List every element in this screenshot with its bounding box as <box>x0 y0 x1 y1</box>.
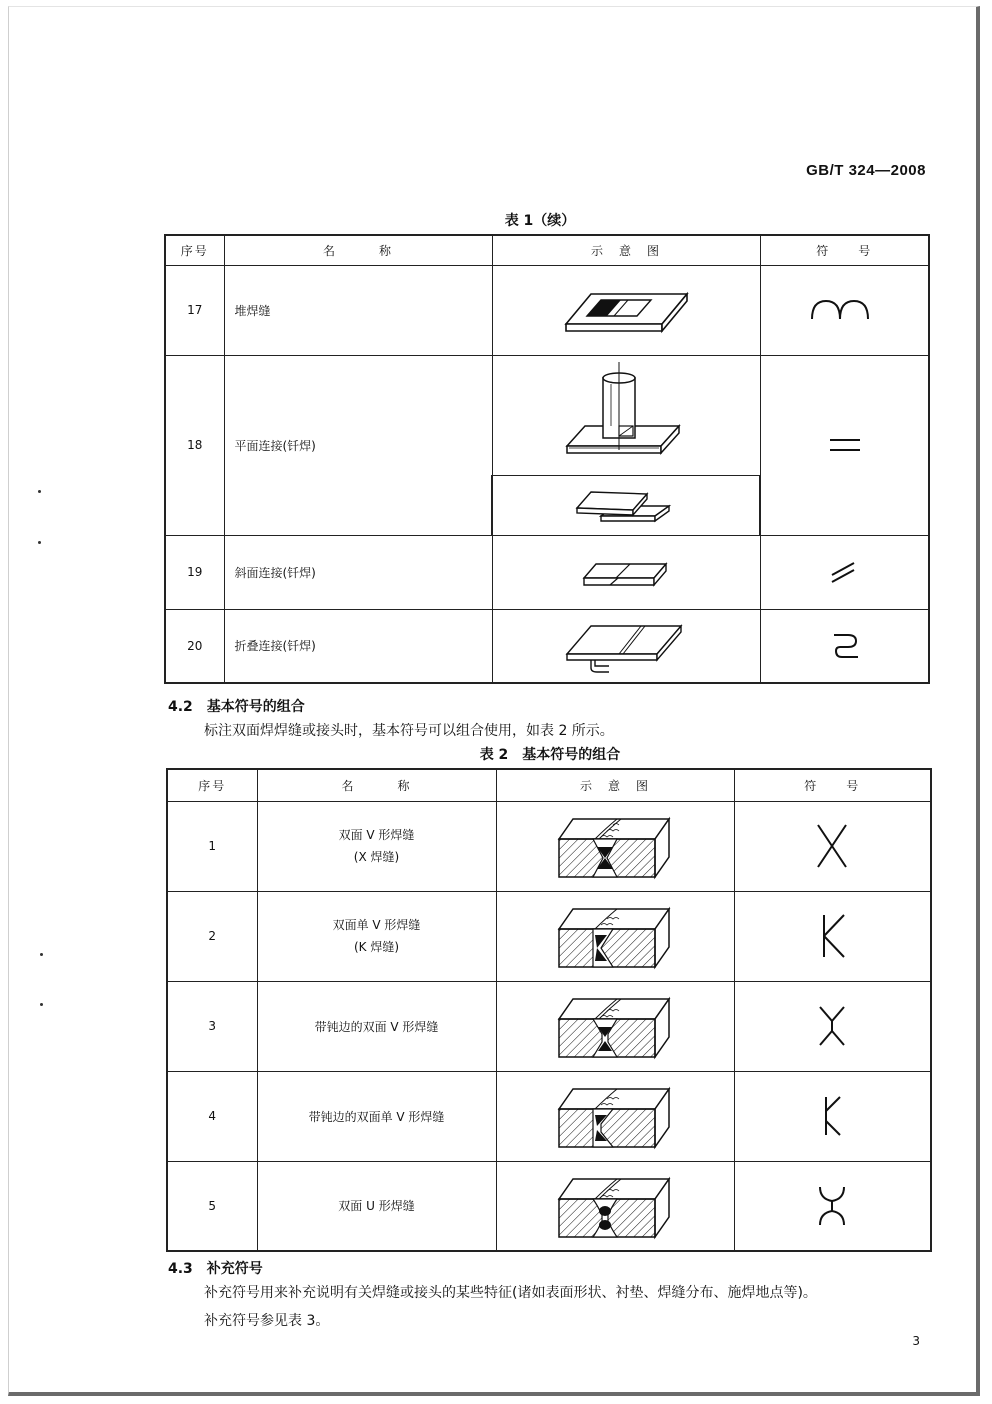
section-4-2-text: 标注双面焊焊缝或接头时，基本符号可以组合使用，如表 2 所示。 <box>204 723 614 739</box>
table2-caption: 表 2 基本符号的组合 <box>479 747 621 763</box>
double-u-symbol-icon <box>734 1161 931 1251</box>
x-symbol-icon <box>734 801 931 891</box>
col-header-figure: 示 意 图 <box>492 235 760 265</box>
standard-code: GB/T 324—2008 <box>806 162 926 179</box>
x-root-face-symbol-icon <box>734 981 931 1071</box>
row-name-line1: 双面单 V 形焊缝 <box>332 918 421 932</box>
double-bevel-weld-icon <box>496 891 734 981</box>
double-bevel-root-face-weld-icon <box>496 1071 734 1161</box>
row-no: 17 <box>165 265 224 355</box>
table-row <box>165 609 929 683</box>
table-row <box>167 891 931 981</box>
double-v-weld-icon <box>496 801 734 891</box>
row-name: 带钝边的双面 V 形焊缝 <box>257 981 496 1071</box>
row-name: 堆焊缝 <box>224 265 492 355</box>
table-row <box>165 355 929 475</box>
lap-braze-joint-icon <box>492 475 760 535</box>
surfacing-symbol-icon <box>760 265 929 355</box>
row-no: 20 <box>165 609 224 683</box>
inclined-braze-joint-icon <box>492 535 760 609</box>
double-u-weld-icon <box>496 1161 734 1251</box>
row-name-line1: 双面 V 形焊缝 <box>338 828 415 842</box>
row-no: 1 <box>167 801 257 891</box>
col-header-figure: 示 意 图 <box>496 769 734 801</box>
inclined-lines-symbol-icon <box>760 535 929 609</box>
fold-symbol-icon <box>760 609 929 683</box>
row-name <box>257 891 496 981</box>
col-header-name: 名 称 <box>257 769 496 801</box>
double-v-root-face-weld-icon <box>496 981 734 1071</box>
row-no: 2 <box>167 891 257 981</box>
table-row <box>167 801 931 891</box>
row-no: 18 <box>165 355 224 535</box>
page-number: 3 <box>912 1334 920 1348</box>
margin-dot <box>38 490 41 493</box>
margin-dot <box>40 953 43 956</box>
flat-braze-joint-icon <box>492 355 760 475</box>
table1 <box>164 234 930 684</box>
row-name: 双面 U 形焊缝 <box>257 1161 496 1251</box>
row-no: 4 <box>167 1071 257 1161</box>
col-header-symbol: 符 号 <box>760 235 929 265</box>
table1-caption: 表 1（续） <box>504 213 576 229</box>
section-4-3-heading: 4.3 补充符号 <box>168 1261 263 1277</box>
row-name: 斜面连接(钎焊) <box>224 535 492 609</box>
surfacing-weld-icon <box>492 265 760 355</box>
margin-dot <box>40 1003 43 1006</box>
row-name: 平面连接(钎焊) <box>224 355 492 535</box>
k-symbol-icon <box>734 891 931 981</box>
k-root-face-symbol-icon <box>734 1071 931 1161</box>
row-no: 19 <box>165 535 224 609</box>
table-row <box>167 1071 931 1161</box>
row-name: 带钝边的双面单 V 形焊缝 <box>257 1071 496 1161</box>
col-header-no: 序号 <box>165 235 224 265</box>
table-row <box>167 981 931 1071</box>
folded-braze-joint-icon <box>492 609 760 683</box>
row-no: 5 <box>167 1161 257 1251</box>
section-4-3-text1: 补充符号用来补充说明有关焊缝或接头的某些特征(诸如表面形状、衬垫、焊缝分布、施焊地点等)。 <box>204 1285 817 1301</box>
section-4-2-heading: 4.2 基本符号的组合 <box>168 699 305 715</box>
double-line-symbol-icon <box>760 355 929 535</box>
table2 <box>166 768 932 1252</box>
section-4-3-text2: 补充符号参见表 3。 <box>204 1313 330 1329</box>
row-name-line2: (X 焊缝) <box>353 850 400 864</box>
col-header-no: 序号 <box>167 769 257 801</box>
table-row <box>165 265 929 355</box>
table-row <box>165 535 929 609</box>
row-name-line2: (K 焊缝) <box>353 940 400 954</box>
row-name: 折叠连接(钎焊) <box>224 609 492 683</box>
table-row <box>167 1161 931 1251</box>
margin-dot <box>38 541 41 544</box>
col-header-name: 名 称 <box>224 235 492 265</box>
col-header-symbol: 符 号 <box>734 769 931 801</box>
row-no: 3 <box>167 981 257 1071</box>
row-name <box>257 801 496 891</box>
